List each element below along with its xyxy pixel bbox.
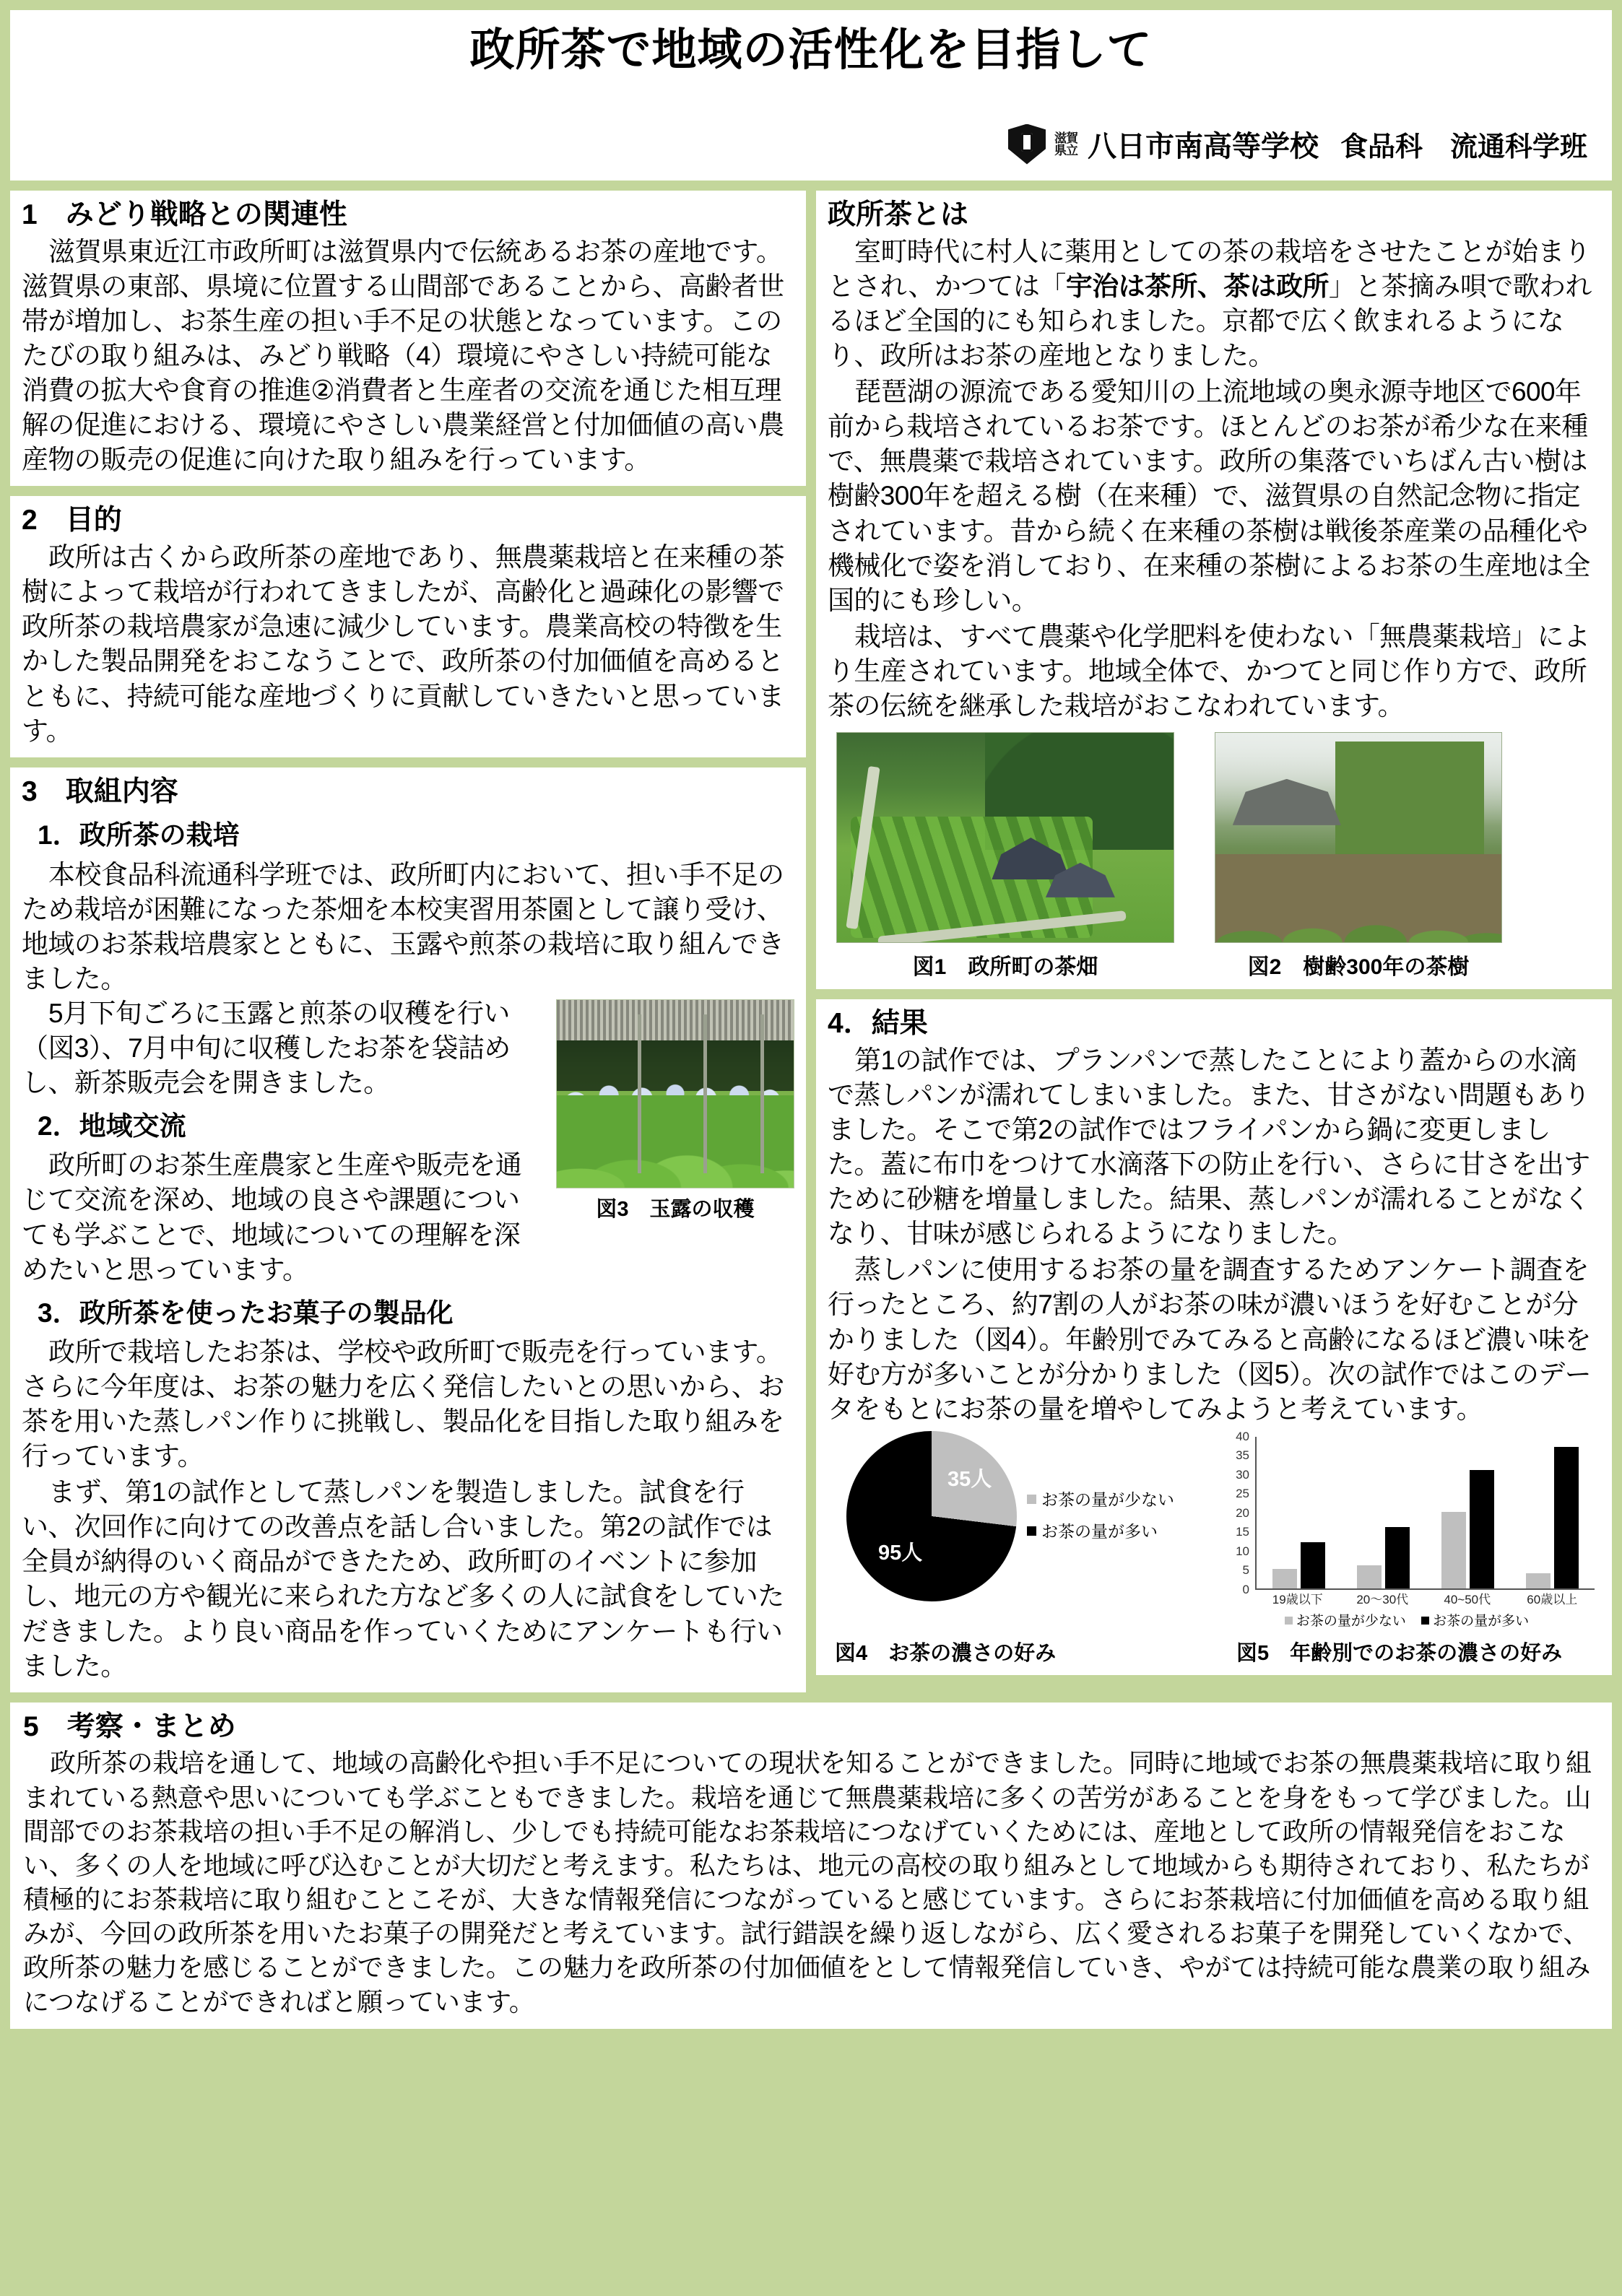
section-3-2-heading: 2．地域交流 (38, 1111, 186, 1142)
bar-chart-x-axis (1255, 1589, 1595, 1607)
y-tick-label: 30 (1236, 1467, 1249, 1482)
section-2-paragraph: 政所は古くから政所茶の産地であり、無農薬栽培と在来種の茶樹によって栽培が行われてきましたが、高齢化と過疎化の影響で政所茶の栽培農家が急速に減少しています。農業高校の特徴を生かした製品開発をおこなうことで、政所茶の付加価値を高めるとともに、持続可能な産地づくりに貢献していきたいと思っています。 (22, 542, 785, 746)
bar (1526, 1573, 1551, 1588)
y-tick-label: 0 (1242, 1582, 1249, 1596)
bar-chart-plot (1255, 1437, 1595, 1590)
section-3-panel (10, 767, 806, 1692)
figure-4-chart (828, 1431, 1206, 1630)
figure-5-chart (1213, 1431, 1600, 1630)
pie-chart (846, 1431, 1017, 1601)
y-tick-label: 25 (1236, 1487, 1249, 1501)
section-3-2-paragraph: 政所町のお茶生産農家と生産や販売を通じて交流を深め、地域の良さや課題についても学ぶことで、地域についての理解を深めたいと思っています。 (22, 1150, 522, 1284)
figure-3-caption: 図3 玉露の収穫 (596, 1197, 755, 1221)
pie-slice-label-light: 35人 (947, 1467, 992, 1491)
y-tick-label: 20 (1236, 1505, 1249, 1520)
section-5-panel (10, 1703, 1612, 2029)
section-2-panel (10, 496, 806, 757)
section-3-3-paragraph-1: 政所で栽培したお茶は、学校や政所町で販売を行っています。さらに今年度は、お茶の魅力を広く発信したいとの思いから、お茶を用いた蒸しパン作りに挑戦し、製品化を目指した取り組みを行っています。 (22, 1336, 784, 1471)
school-name: 八日市南高等学校 (1087, 131, 1319, 162)
figure-4-caption: 図4 お茶の濃さの好み (835, 1641, 1057, 1665)
x-tick-label: 40~50代 (1444, 1592, 1491, 1606)
x-tick-label: 19歳以下 (1272, 1592, 1323, 1606)
section-3-1-heading: 1．政所茶の栽培 (38, 820, 240, 851)
bar-legend-label-light: お茶の量が少ない (1296, 1613, 1406, 1629)
figure-5-caption: 図5 年齢別でのお茶の濃さの好み (1236, 1641, 1563, 1665)
bar-legend-swatch-dark-icon (1421, 1617, 1429, 1625)
poster-header (10, 10, 1612, 181)
chart-captions-row (828, 1631, 1600, 1666)
bar-chart-legend (1213, 1610, 1600, 1630)
y-tick-label: 40 (1236, 1429, 1249, 1443)
pie-legend-item-light (1027, 1484, 1174, 1516)
section-5-heading: 5 考察・まとめ (23, 1710, 236, 1742)
prefecture-line-2: 県立 (1054, 143, 1077, 157)
bar (1357, 1565, 1382, 1588)
section-3-3-heading: 3．政所茶を使ったお菓子の製品化 (38, 1297, 454, 1328)
y-tick-label: 5 (1242, 1563, 1249, 1578)
section-4-paragraph-1: 第1の試作では、プランパンで蒸したことにより蓋からの水滴で蒸しパンが濡れてしまいました。また、甘さがない問題もありました。そこで第2の試作ではフライパンから鍋に変更しました。蓋に布巾をつけて水滴落下の防止を行い、さらに甘さを出すために砂糖を増量しました。結果、蒸しパンが濡れることがなくなり、甘味が感じられるようになりました。 (828, 1045, 1590, 1249)
bar (1272, 1569, 1297, 1588)
about-paragraph-1 (828, 235, 1600, 373)
section-5-paragraph: 政所茶の栽培を通して、地域の高齢化や担い手不足についての現状を知ることができました。同時に地域でお茶の無農薬栽培に取り組まれている熱意や思いについても学ぶこともできました。栽培を通じて無農薬栽培に多くの苦労があることを身をもって学びました。山間部でのお茶栽培の担い手不足の解消し、少しでも持続可能なお茶栽培につなげていくためには、産地として政所の情報発信をおこない、多くの人を地域に呼び込むことが大切だと考えます。私たちは、地元の高校の取り組みとして地域からも期待されており、私たちが積極的にお茶栽培に取り組むことこそが、大きな情報発信につながっていると感じています。さらにお茶栽培に付加価値を高める取り組みが、今回の政所茶を用いたお菓子の開発だと考えています。試行錯誤を繰り返しながら、広く愛されるお菓子を開発していくなかで、政所茶の魅力を感じることができました。この魅力を政所茶の付加価値をとして情報発信していき、やがては持続可能な農業の取り組みにつなげることができればと願っています。 (23, 1748, 1592, 2017)
bar-group (1341, 1527, 1426, 1588)
figure-1-caption: 図1 政所町の茶畑 (912, 955, 1098, 980)
left-column (10, 191, 806, 1692)
x-tick-label: 60歳以上 (1527, 1592, 1578, 1606)
columns-container (10, 191, 1612, 1692)
y-tick-label: 35 (1236, 1448, 1249, 1463)
about-p1-part-b: 」と茶摘み唄で歌われるほど全国的にも知られました。京都で広く飲まれるようになり、政所はお茶の産地となりました。 (828, 271, 1592, 371)
section-1-paragraph: 滋賀県東近江市政所町は滋賀県内で伝統あるお茶の産地です。滋賀県の東部、県境に位置する山間部であることから、高齢者世帯が増加し、お茶生産の担い手不足の状態となっています。このたびの取り組みは、みどり戦略（4）環境にやさしい持続可能な消費の拡大や食育の推進②消費者と生産者の交流を通じた相互理解の促進における、環境にやさしい農業経営と付加価値の高い農産物の販売の促進に向けた取り組みを行っています。 (22, 236, 784, 475)
section-4-paragraph-2: 蒸しパンに使用するお茶の量を調査するためアンケート調査を行ったところ、約7割の人がお茶の味が濃いほうを好むことが分かりました（図4）。年齢別でみてみると高齢になるほど濃い味を好む方が多いことが分かりました（図5）。次の試作ではこのデータをもとにお茶の量を増やしてみようと考えています。 (828, 1255, 1592, 1424)
bar-chart-y-axis (1218, 1429, 1254, 1596)
prefecture-line-1: 滋賀 (1054, 131, 1077, 145)
page-title: 政所茶で地域の活性化を目指して (469, 25, 1153, 75)
figure-2-caption: 図2 樹齢300年の茶樹 (1247, 955, 1470, 980)
right-column (816, 191, 1612, 1692)
charts-row (828, 1431, 1600, 1630)
department-name: 食品科 流通科学班 (1340, 132, 1587, 162)
byline (1008, 123, 1587, 165)
pie-legend-label-dark: お茶の量が多い (1041, 1521, 1158, 1541)
pie-legend-label-light: お茶の量が少ない (1041, 1490, 1174, 1510)
about-photo-row (828, 732, 1600, 980)
section-3-3-paragraph-2: まず、第1の試作として蒸しパンを製造しました。試食を行い、次回作に向けての改善点を話し合いました。第2の試作では全員が納得のいく商品ができたため、政所町のイベントに参加し、地元の方や観光に来られた方など多くの人に試食をしていただきました。より良い商品を作っていくためにアンケートも行いました。 (22, 1477, 784, 1681)
bar (1441, 1512, 1466, 1588)
about-paragraph-2: 琵琶湖の源流である愛知川の上流地域の奥永源寺地区で600年前から栽培されているお茶です。ほとんどのお茶が希少な在来種で、無農薬で栽培されています。政所の集落でいちばん古い樹は樹齢300年を超える樹（在来種）で、滋賀県の自然記念物に指定されています。昔から続く在来種の茶樹は戦後茶産業の品種化や機械化で姿を消しており、在来種の茶樹によるお茶の生産地は全国的にも珍しい。 (828, 377, 1590, 615)
about-paragraph-3: 栽培は、すべて農薬や化学肥料を使わない「無農薬栽培」により生産されています。地域全体で、かつてと同じ作り方で、政所茶の伝統を継承した栽培がおこなわれています。 (828, 621, 1590, 721)
legend-swatch-light-icon (1027, 1495, 1036, 1504)
pie-slice-label-dark: 95人 (878, 1541, 923, 1565)
figure-2-photo (1215, 732, 1502, 943)
bar-legend-label-dark: お茶の量が多い (1433, 1613, 1530, 1629)
section-4-panel (816, 999, 1612, 1675)
x-tick-label: 20〜30代 (1356, 1592, 1409, 1606)
section-1-heading: 1 みどり戦略との関連性 (22, 199, 347, 230)
section-1-panel (10, 191, 806, 486)
bar-group (1257, 1542, 1341, 1588)
section-3-1-paragraph-2: 5月下旬ごろに玉露と煎茶の収穫を行い（図3）、7月中旬に収穫したお茶を袋詰めし、新茶販売会を開きました。 (22, 998, 511, 1098)
bar (1470, 1470, 1494, 1588)
section-3-1-paragraph-1: 本校食品科流通科学班では、政所町内において、担い手不足のため栽培が困難になった茶畑を本校実習用茶園として譲り受け、地域のお茶栽培農家とともに、玉露や煎茶の栽培に取り組んできました。 (22, 859, 784, 993)
figure-3-photo (556, 999, 794, 1188)
section-3-heading: 3 取組内容 (22, 775, 178, 807)
section-4-heading: 4．結果 (828, 1008, 928, 1040)
about-p1-emphasis: 宇治は茶所、茶は政所 (1065, 271, 1329, 301)
figure-1-photo (836, 732, 1174, 943)
school-crest-icon (1008, 124, 1046, 165)
y-tick-label: 10 (1236, 1544, 1249, 1558)
figure-3 (556, 999, 794, 1222)
section-2-heading: 2 目的 (22, 505, 122, 536)
figure-1 (836, 732, 1174, 980)
bar-legend-swatch-light-icon (1285, 1617, 1293, 1625)
legend-swatch-dark-icon (1027, 1526, 1036, 1536)
prefecture-label (1054, 132, 1079, 157)
bar-chart-groups (1257, 1437, 1595, 1588)
pie-legend (1027, 1484, 1174, 1547)
bar (1554, 1447, 1579, 1588)
bar (1301, 1542, 1325, 1588)
bar-group (1426, 1470, 1510, 1588)
bar-chart (1218, 1431, 1600, 1612)
about-p1-part-a: 室町時代に村人に薬用としての茶の栽培をさせたことが始まりとされ、かつては「 (828, 236, 1591, 301)
bar (1385, 1527, 1410, 1588)
figure-2 (1215, 732, 1502, 980)
pie-legend-item-dark (1027, 1516, 1174, 1548)
about-heading: 政所茶とは (828, 199, 969, 230)
bar-group (1510, 1447, 1595, 1588)
y-tick-label: 15 (1236, 1525, 1249, 1539)
about-masadokoro-panel (816, 191, 1612, 989)
